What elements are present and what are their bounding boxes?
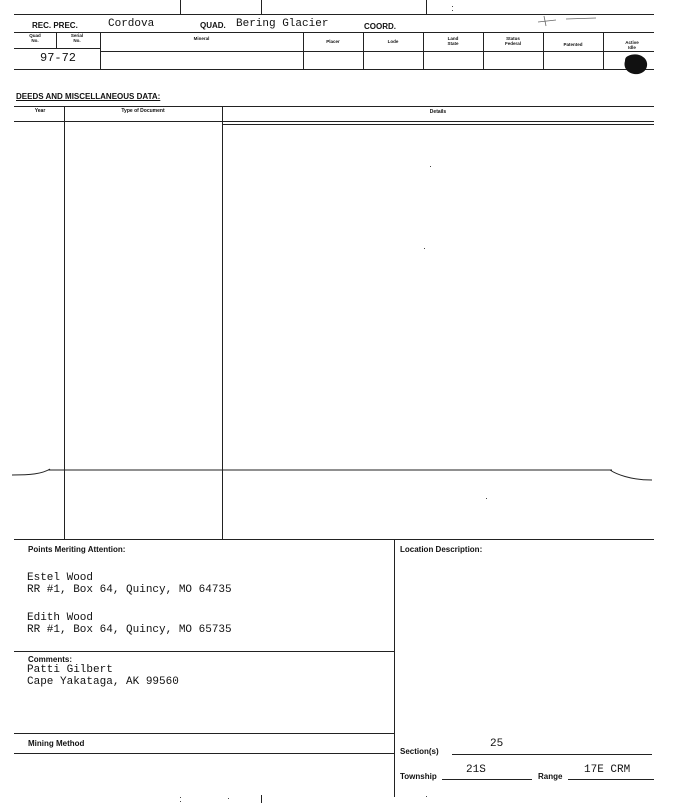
- col-patented: Patented: [563, 42, 583, 47]
- lower-col-divider: [394, 539, 395, 797]
- scan-speck: [426, 796, 427, 797]
- table-col-divider: [363, 32, 364, 69]
- col-serial-no: Serial No.: [70, 33, 84, 43]
- col-year: Year: [34, 108, 46, 114]
- col-lode: Lode: [387, 39, 399, 44]
- points-entry-1: [27, 572, 232, 596]
- quad-value: Bering Glacier: [236, 18, 329, 30]
- top-stub-line: [426, 0, 427, 14]
- rec-prec-value: Cordova: [108, 18, 155, 30]
- township-label: Township: [400, 772, 437, 781]
- quad-no-value: 97-72: [40, 51, 77, 65]
- comments-line: Cape Yakataga, AK 99560: [27, 676, 179, 688]
- mining-method-label: Mining Method: [28, 739, 85, 748]
- col-details: Details: [429, 109, 447, 115]
- table-col-divider: [303, 32, 304, 69]
- col-mineral: Mineral: [193, 36, 210, 41]
- mining-bottom-rule: [14, 753, 394, 754]
- table-col-divider: [423, 32, 424, 69]
- ink-blot-mark: [622, 52, 650, 76]
- rec-prec-label: REC. PREC.: [32, 21, 78, 30]
- scan-speck: [430, 166, 431, 167]
- scan-speck: [424, 248, 425, 249]
- scan-speck: [180, 801, 181, 802]
- range-label: Range: [538, 772, 563, 781]
- table-col-divider: [56, 32, 57, 48]
- points-label: Points Meriting Attention:: [28, 545, 126, 554]
- col-status-federal: Status Federal: [504, 36, 521, 46]
- col-type-of-document: Type of Document: [121, 108, 165, 114]
- table-col-divider: [603, 32, 604, 69]
- range-value: 17E CRM: [584, 764, 631, 776]
- table-bottom-rule: [14, 69, 654, 70]
- col-quad-no: Quad No.: [29, 33, 41, 43]
- quad-label: QUAD.: [200, 21, 226, 30]
- location-description-label: Location Description:: [400, 545, 483, 554]
- deeds-bottom-rule: [14, 539, 654, 540]
- top-stub-line: [180, 0, 181, 14]
- scan-speck: [180, 797, 181, 798]
- table-header-rule: [100, 51, 654, 52]
- deeds-header-rule: [14, 121, 654, 122]
- section-underline: [452, 754, 652, 755]
- top-stub-line: [261, 0, 262, 14]
- township-underline: [442, 779, 532, 780]
- township-value: 21S: [466, 764, 486, 776]
- comments-line: Patti Gilbert: [27, 664, 113, 676]
- points-entry-2: [27, 612, 232, 636]
- table-header-rule: [14, 48, 100, 49]
- comments-label: Comments:: [28, 655, 73, 664]
- card-fold-line: [0, 460, 678, 490]
- col-active-idle: Active Idle: [625, 40, 639, 50]
- bottom-stub-line: [261, 795, 262, 803]
- mining-top-rule: [14, 733, 394, 734]
- scan-speck: [452, 10, 453, 11]
- stray-pencil-mark: [536, 14, 606, 28]
- section-label: Section(s): [400, 747, 439, 756]
- table-col-divider: [483, 32, 484, 69]
- range-underline: [568, 779, 654, 780]
- table-col-divider: [543, 32, 544, 69]
- points-entry-address: RR #1, Box 64, Quincy, MO 65735: [27, 624, 232, 636]
- points-entry-address: RR #1, Box 64, Quincy, MO 64735: [27, 584, 232, 596]
- col-placer: Placer: [326, 39, 340, 44]
- comments-text: [27, 664, 179, 688]
- points-entry-name: Edith Wood: [27, 612, 94, 624]
- comments-top-rule: [14, 651, 394, 652]
- scan-speck: [486, 498, 487, 499]
- scan-speck: [228, 798, 229, 799]
- deeds-top-rule: [14, 106, 654, 107]
- deeds-section-title: DEEDS AND MISCELLANEOUS DATA:: [16, 92, 161, 101]
- scan-speck: [452, 6, 453, 7]
- col-land-state: Land State: [447, 36, 459, 46]
- coord-label: COORD.: [364, 22, 396, 31]
- deeds-header-rule-2: [222, 124, 654, 125]
- header-rule: [14, 32, 654, 33]
- points-entry-name: Estel Wood: [27, 572, 94, 584]
- table-col-divider: [100, 32, 101, 69]
- section-value: 25: [490, 738, 504, 750]
